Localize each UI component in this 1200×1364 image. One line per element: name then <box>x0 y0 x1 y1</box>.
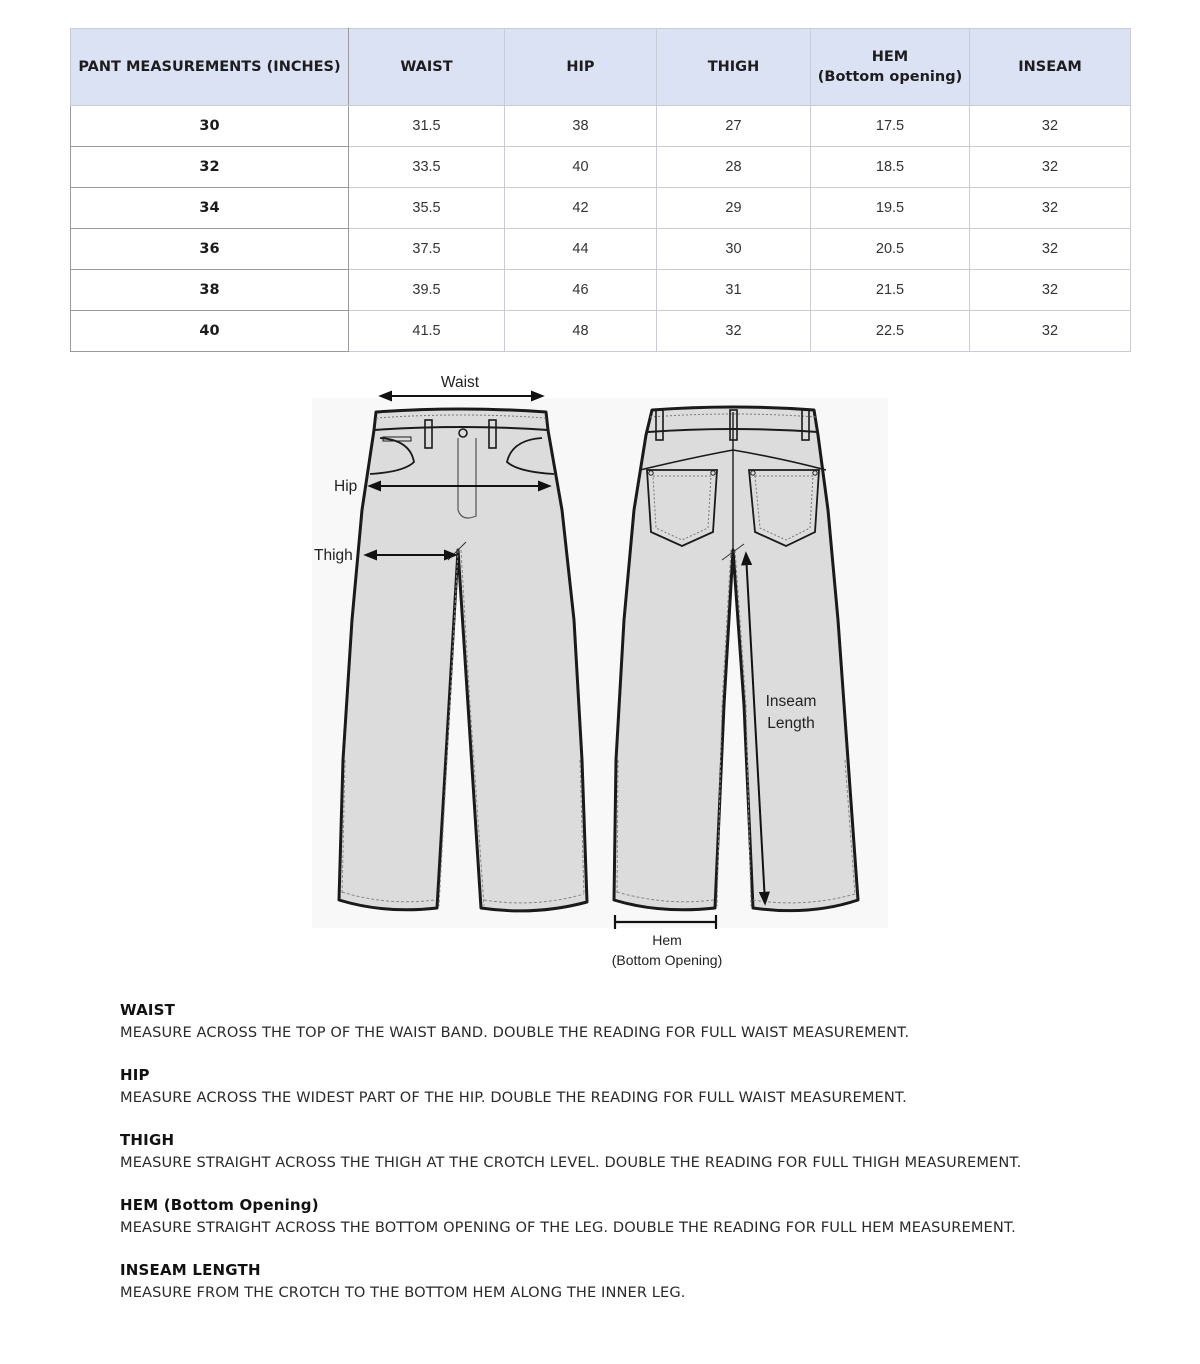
size-cell: 40 <box>71 311 349 352</box>
inseam-cell: 32 <box>970 106 1131 147</box>
instruction-text: MEASURE FROM THE CROTCH TO THE BOTTOM HEM ALONG THE INNER LEG. <box>120 1284 686 1301</box>
inseam-label-line2: Length <box>767 715 815 732</box>
waist-cell: 41.5 <box>349 311 505 352</box>
thigh-cell: 31 <box>657 270 811 311</box>
pant-measurement-diagram <box>0 360 1200 980</box>
hem-cell: 17.5 <box>811 106 970 147</box>
size-cell: 34 <box>71 188 349 229</box>
table-row <box>71 311 1131 352</box>
size-cell: 32 <box>71 147 349 188</box>
size-cell: 36 <box>71 229 349 270</box>
hip-cell: 40 <box>505 147 657 188</box>
instruction-block <box>120 1260 1180 1304</box>
instruction-text: MEASURE STRAIGHT ACROSS THE BOTTOM OPENING OF THE LEG. DOUBLE THE READING FOR FULL HEM MEASUREMENT. <box>120 1219 1016 1236</box>
thigh-cell: 30 <box>657 229 811 270</box>
hem-label-line2: (Bottom Opening) <box>611 952 723 968</box>
hem-cell: 20.5 <box>811 229 970 270</box>
table-header-row <box>71 29 1131 106</box>
header-pant-measurements: PANT MEASUREMENTS (INCHES) <box>71 29 349 106</box>
hip-cell: 42 <box>505 188 657 229</box>
table-row <box>71 188 1131 229</box>
inseam-label-line1: Inseam <box>765 693 817 710</box>
waist-cell: 31.5 <box>349 106 505 147</box>
table-row <box>71 229 1131 270</box>
hip-cell: 48 <box>505 311 657 352</box>
hip-cell: 38 <box>505 106 657 147</box>
waist-cell: 37.5 <box>349 229 505 270</box>
size-cell: 30 <box>71 106 349 147</box>
header-thigh: THIGH <box>657 29 811 106</box>
waist-label: Waist <box>440 374 480 391</box>
hem-cell: 21.5 <box>811 270 970 311</box>
inseam-cell: 32 <box>970 188 1131 229</box>
pant-illustration <box>0 360 1200 980</box>
inseam-cell: 32 <box>970 311 1131 352</box>
hem-cell: 22.5 <box>811 311 970 352</box>
instruction-text: MEASURE STRAIGHT ACROSS THE THIGH AT THE CROTCH LEVEL. DOUBLE THE READING FOR FULL THIGH MEASUREMENT. <box>120 1154 1022 1171</box>
instruction-title: HIP <box>120 1066 150 1084</box>
instruction-text: MEASURE ACROSS THE TOP OF THE WAIST BAND. DOUBLE THE READING FOR FULL WAIST MEASUREMENT. <box>120 1024 910 1041</box>
thigh-cell: 29 <box>657 188 811 229</box>
thigh-cell: 32 <box>657 311 811 352</box>
size-chart-table <box>70 28 1131 352</box>
waist-cell: 39.5 <box>349 270 505 311</box>
waist-cell: 35.5 <box>349 188 505 229</box>
instruction-text: MEASURE ACROSS THE WIDEST PART OF THE HIP. DOUBLE THE READING FOR FULL WAIST MEASUREMENT. <box>120 1089 907 1106</box>
instruction-title: WAIST <box>120 1001 176 1019</box>
size-cell: 38 <box>71 270 349 311</box>
header-hem <box>811 29 970 106</box>
table-row <box>71 147 1131 188</box>
measurement-instructions <box>120 1000 1180 1325</box>
inseam-cell: 32 <box>970 229 1131 270</box>
table-row <box>71 270 1131 311</box>
instruction-title: HEM (Bottom Opening) <box>120 1196 319 1214</box>
header-inseam: INSEAM <box>970 29 1131 106</box>
thigh-cell: 28 <box>657 147 811 188</box>
instruction-block <box>120 1195 1180 1239</box>
hem-label-line1: Hem <box>652 932 682 948</box>
hem-cell: 18.5 <box>811 147 970 188</box>
hip-cell: 44 <box>505 229 657 270</box>
instruction-title: THIGH <box>120 1131 175 1149</box>
inseam-cell: 32 <box>970 147 1131 188</box>
instruction-block <box>120 1130 1180 1174</box>
inseam-cell: 32 <box>970 270 1131 311</box>
instruction-title: INSEAM LENGTH <box>120 1261 261 1279</box>
table-row <box>71 106 1131 147</box>
thigh-cell: 27 <box>657 106 811 147</box>
thigh-label: Thigh <box>314 547 353 564</box>
hem-cell: 19.5 <box>811 188 970 229</box>
instruction-block <box>120 1000 1180 1044</box>
header-hem-subtitle: (Bottom opening) <box>817 69 963 85</box>
waist-cell: 33.5 <box>349 147 505 188</box>
hip-cell: 46 <box>505 270 657 311</box>
header-hem-title: HEM <box>871 49 909 65</box>
header-waist: WAIST <box>349 29 505 106</box>
header-hip: HIP <box>505 29 657 106</box>
hip-label: Hip <box>334 478 358 495</box>
instruction-block <box>120 1065 1180 1109</box>
